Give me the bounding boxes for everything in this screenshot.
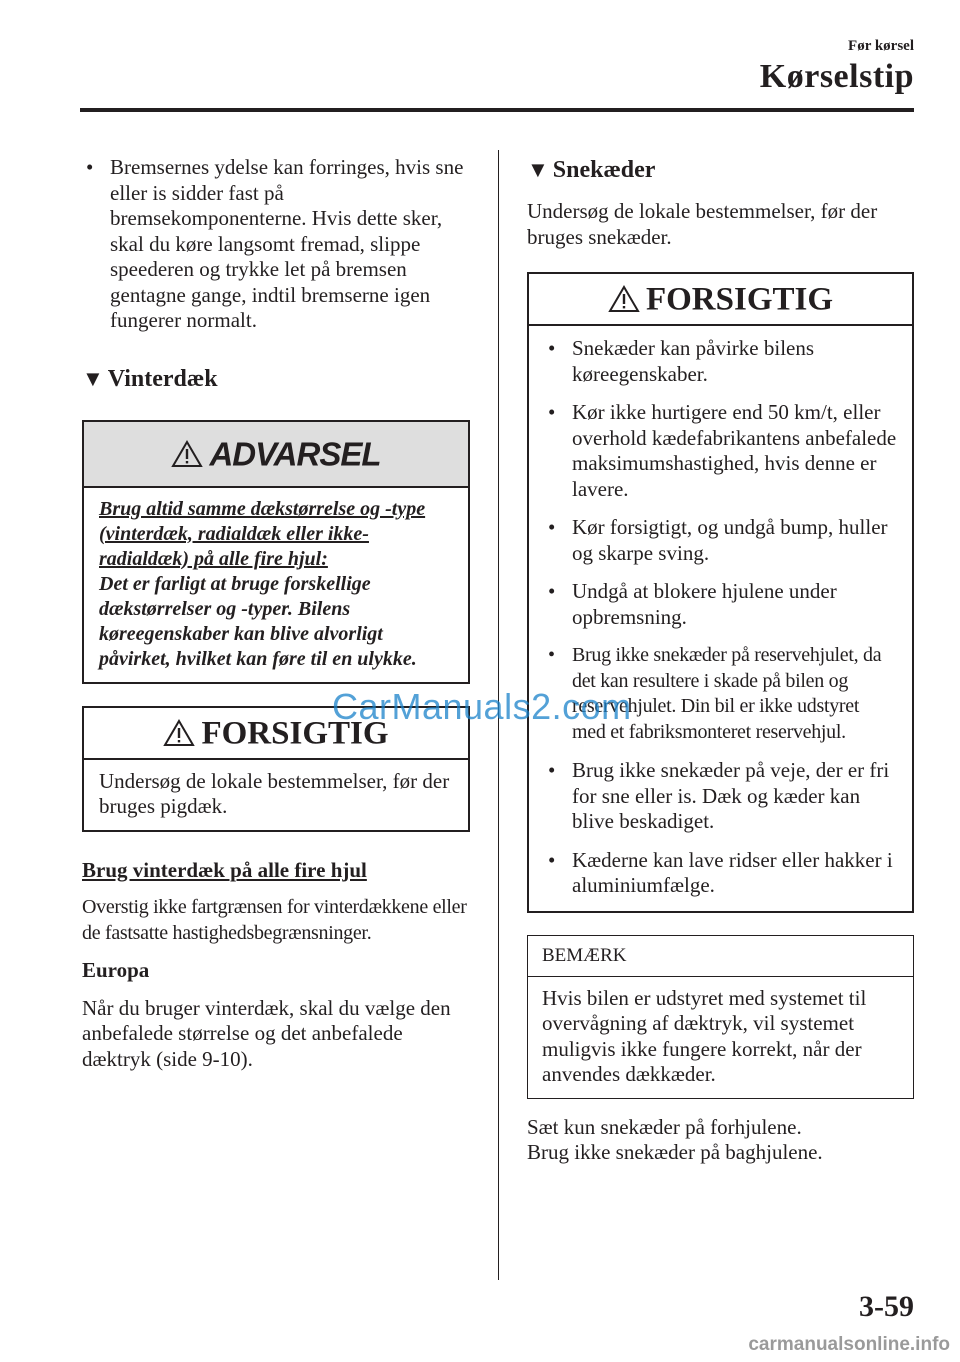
note-body: Hvis bilen er udstyret med systemet til overvågning af dæktryk, vil systemet muligvis ikke fungere korrekt, når der anvendes dækkæder.	[542, 985, 867, 1086]
list-item: • Kæderne kan lave ridser eller hakker i aluminiumfælge.	[548, 847, 893, 897]
list-item: • Brug ikke snekæder på veje, der er fri for sne eller is. Dæk og kæder kan blive beskadiget.	[548, 758, 890, 833]
bullet-dot-icon: •	[548, 515, 556, 539]
front-wheels-paragraph: Sæt kun snekæder på forhjulene.	[527, 1114, 802, 1139]
bullet-dot-icon: •	[548, 644, 555, 666]
list-item: • Snekæder kan påvirke bilens køreegenskaber.	[548, 336, 815, 386]
tire-size-paragraph: Når du bruger vinterdæk, skal du vælge den anbefalede størrelse og det anbefalede dæktryk (side 9-10).	[82, 995, 451, 1071]
warning-box	[82, 420, 470, 684]
caution-title: FORSIGTIG	[645, 281, 834, 318]
bullet-dot-icon: •	[548, 579, 556, 603]
warning-text: Det er farligt at bruge forskellige dækstørrelser og -typer. Bilens køreegenskaber kan blive alvorligt påvirket, hvilket kan føre til en ulykke.	[99, 572, 417, 670]
list-item: • Kør forsigtigt, og undgå bump, huller og skarpe sving.	[548, 515, 888, 565]
caution-title: FORSIGTIG	[201, 714, 389, 751]
europe-label: Europa	[82, 958, 150, 982]
speed-limit-paragraph: Overstig ikke fartgrænsen for vinterdækkene eller de fastsatte hastighedsbegrænsninger.	[82, 896, 467, 944]
list-item: • Undgå at blokere hjulene under opbremsning.	[548, 579, 837, 629]
caution-body: Undersøg de lokale bestemmelser, før der bruges pigdæk.	[99, 768, 450, 818]
right-column	[527, 155, 914, 1166]
bullet-dot-icon: •	[86, 155, 94, 179]
caution-triangle-icon	[163, 719, 195, 747]
bullet-dot-icon: •	[548, 847, 556, 872]
warning-header	[84, 422, 468, 488]
caution-box-chains	[527, 272, 914, 913]
warning-underlined-text: Brug altid samme dækstørrelse og -type (vinterdæk, radialdæk eller ikke-radialdæk) på alle fire hjul:	[99, 497, 426, 570]
triangle-down-icon: ▼	[82, 365, 104, 391]
watermark-text: CarManuals2.com	[332, 686, 632, 727]
page-number: 3-59	[859, 1290, 914, 1323]
page-title: Kørselstip	[759, 58, 914, 95]
all-four-wheels-subheading: Brug vinterdæk på alle fire hjul	[82, 857, 367, 882]
brake-bullet: • Bremsernes ydelse kan forringes, hvis sne eller is sidder fast på bremsekomponenterne. Hvis dette sker, skal du køre langsomt fremad, slippe speederen og trykke let på bremsen gentagne gange, indtil bremserne igen fungerer normalt.	[86, 155, 464, 332]
note-title: BEMÆRK	[528, 936, 913, 977]
snow-chains-heading: ▼ Snekæder	[527, 157, 656, 183]
header-rule	[80, 108, 914, 112]
list-item: • Brug ikke snekæder på reservehjulet, da det kan resultere i skade på bilen og reservehjulet. Din bil er ikke udstyret med et fabriksmonteret reservehjul.	[548, 644, 882, 743]
warning-title: ADVARSEL	[209, 434, 381, 472]
warning-body	[84, 488, 468, 682]
winter-tires-heading: ▼ Vinterdæk	[82, 365, 218, 392]
note-box	[527, 935, 914, 1099]
caution-body	[529, 326, 912, 911]
caution-triangle-icon	[608, 285, 640, 313]
rear-wheels-paragraph: Brug ikke snekæder på baghjulene.	[527, 1140, 823, 1164]
header-section-label: Før kørsel	[848, 38, 914, 54]
triangle-down-icon: ▼	[527, 157, 549, 182]
left-column	[82, 155, 470, 1072]
chains-intro-paragraph: Undersøg de lokale bestemmelser, før der bruges snekæder.	[527, 199, 878, 249]
warning-triangle-icon	[171, 440, 203, 468]
footer-watermark: carmanualsonline.info	[748, 1334, 950, 1355]
list-item: • Kør ikke hurtigere end 50 km/t, eller overhold kædefabrikantens anbefalede maksimumshastighed, hvis denne er lavere.	[548, 400, 897, 501]
bullet-dot-icon: •	[548, 400, 556, 424]
bullet-dot-icon: •	[548, 336, 556, 360]
caution-header	[529, 274, 912, 326]
bullet-dot-icon: •	[548, 758, 556, 782]
